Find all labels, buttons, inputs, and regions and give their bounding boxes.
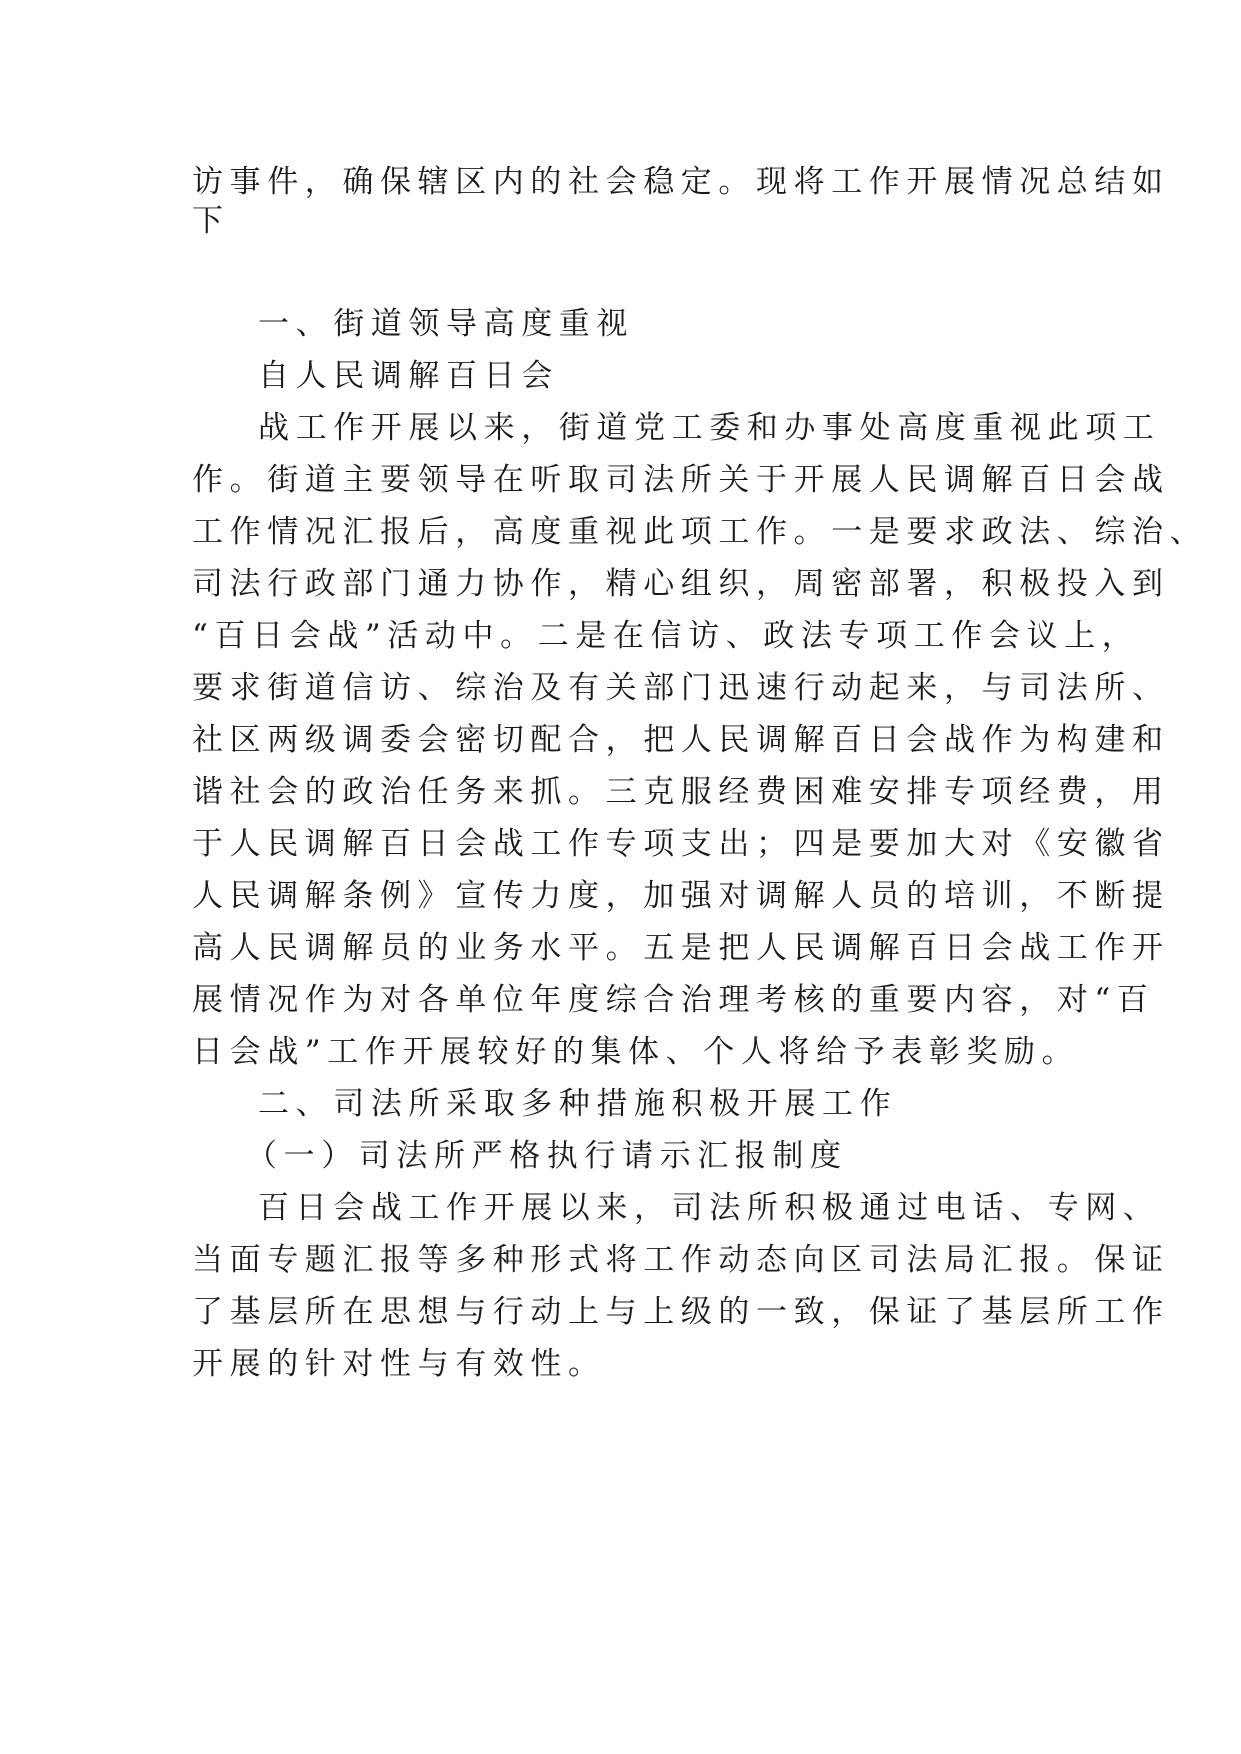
paragraph-first-line: 百日会战工作开展以来，司法所积极通过电话、专网、 xyxy=(258,1190,1161,1226)
body-text-line: 开展的针对性与有效性。 xyxy=(192,1346,606,1382)
body-text-line: 当面专题汇报等多种形式将工作动态向区司法局汇报。保证 xyxy=(192,1242,1170,1278)
body-text-line: 日会战”工作开展较好的集体、个人将给予表彰奖励。 xyxy=(192,1034,1080,1070)
body-text-line: 于人民调解百日会战工作专项支出；四是要加大对《安徽省 xyxy=(192,826,1170,862)
body-text-line: 自人民调解百日会 xyxy=(258,358,559,394)
body-text-line: 访事件，确保辖区内的社会稳定。现将工作开展情况总结如 xyxy=(192,164,1170,200)
body-text-line: 高人民调解员的业务水平。五是把人民调解百日会战工作开 xyxy=(192,930,1170,966)
body-text-line: 要求街道信访、综治及有关部门迅速行动起来，与司法所、 xyxy=(192,670,1170,706)
section-heading-1: 一、街道领导高度重视 xyxy=(258,306,634,342)
section-heading-2: 二、司法所采取多种措施积极开展工作 xyxy=(258,1086,898,1122)
body-text-line: 人民调解条例》宣传力度，加强对调解人员的培训，不断提 xyxy=(192,878,1170,914)
subsection-heading: （一）司法所严格执行请示汇报制度 xyxy=(246,1138,848,1174)
body-text-line: 了基层所在思想与行动上与上级的一致，保证了基层所工作 xyxy=(192,1294,1170,1330)
body-text-line: 谐社会的政治任务来抓。三克服经费困难安排专项经费，用 xyxy=(192,774,1170,810)
body-text-line: 工作情况汇报后，高度重视此项工作。一是要求政法、综治、 xyxy=(192,514,1208,550)
paragraph-first-line: 战工作开展以来，街道党工委和办事处高度重视此项工 xyxy=(258,410,1161,446)
body-text-line: 下 xyxy=(192,203,230,239)
body-text-line: 作。街道主要领导在听取司法所关于开展人民调解百日会战 xyxy=(192,462,1170,498)
body-text-line: 展情况作为对各单位年度综合治理考核的重要内容，对“百 xyxy=(192,982,1155,1018)
body-text-line: 司法行政部门通力协作，精心组织，周密部署，积极投入到 xyxy=(192,566,1170,602)
body-text-line: “百日会战”活动中。二是在信访、政法专项工作会议上， xyxy=(192,618,1140,654)
body-text-line: 社区两级调委会密切配合，把人民调解百日会战作为构建和 xyxy=(192,722,1170,758)
